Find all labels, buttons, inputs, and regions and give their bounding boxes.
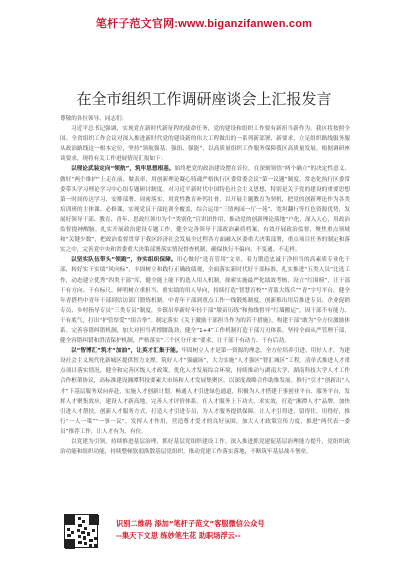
greeting: 尊敬的各位领导、同志们： — [60, 116, 128, 122]
section-3-heading: 以“智博汇”筑才“加油”，让英才汇集于能。 — [71, 348, 182, 355]
footer-banner — [58, 512, 358, 552]
section-1-paragraph — [60, 164, 350, 255]
section-1-heading: 以理论武装定向“领航”，筑牢思想根基。 — [71, 166, 175, 173]
qr-cell — [78, 541, 82, 544]
section-1-text: 始终把党的政治建设摆在首位，在深刻领悟“两个确立”的决定性意义、做好“两个维护”上走在前、做表率，用创新理论凝心铸魂严格执行区委常委会议“第一议题”制度，常态化执行区委常委带头学习理论学习中心组专题研讨制度。对习近平新时代中国特色社会主义思想，特别是关于党的建设的重要思想第一时间传达学习、安排部署、周密落实，用党性教育补钙壮骨，以开展主题教育为契机，把党的创新理论作为各类培训班的主体课、必修课，实现党员干部轮训全覆盖，综合运用“三情两园一厅一苑”、宽坦翻行等红色资源优势，发展好领导干部、教育、青年、思政红领巾为个“类别化”宣讲团作用，推动党的创新理论落地“户化，深入人心，用政治监督提神醒脑。扎实开展政治建设专题工作，健全完善领导干部政治素质档案，有效开展政治监督，聚焦重点领域和“关键少数”，把政治监督贯穿于我区经济社会发展全过程各方面融入区委重大决策部署，重点项目任务的制定和落实之中，完善党中央和省委重大决策部署落实情况督查机制，确保执行不偏向、不变通、不走样。 — [60, 166, 351, 254]
section-3-paragraph — [60, 346, 350, 437]
qr-cell — [89, 539, 93, 542]
qr-cell — [71, 531, 74, 534]
qr-cell — [84, 527, 87, 530]
section-3-text: 牢固树立人才是第一资源的理念，全方位培养引进、用好人才。为建设社会主义现代化新城区提供智力支撑。筑好人才“强磁场”，大力实施“人才强区”智汇城区”工程。清单式推进人才重点项目落实情况，健全和完善区级人才政策，优化人才发展综合环境，持续推动与湖南大学、湖南科技大学人才工作合作框架协议，高标准建设湘潭科技要素大市场和人才发展集聚区，以深度战略合作助推发展。推行“引才”创新出“人才”下基层服务双向奔赴，实施人才创新计划。畅通人才引进绿色通道，积极为人才搭建干事创业平台、服务平台，发挥人才聚集效应，建设人才新高地，完善人才评价体系。在人才服务上下功夫、求实效，打造“湘潭人才”品牌。加快引进人才帮扶，创新人才服务方式，打造人才引进专员，为人才服务提供保障。让人才引得进、留得住、用得好，推行“一人一策”“一事一议”，发挥人才作用，营造尊才爱才的良好氛围，加大人才政策宣传力度，推进“两代表一委员”推荐工作，让人才有为、有位。 — [60, 348, 350, 435]
qr-cell — [78, 535, 81, 538]
qr-cell — [87, 532, 90, 536]
footer-line-1: 识别二维码 添加“笔杆子范文”客服微信公众号 — [116, 519, 265, 528]
qr-cell — [89, 544, 92, 547]
qr-cell — [78, 517, 81, 520]
document-title: 在全市组织工作调研座谈会上汇报发言 — [76, 90, 332, 108]
qr-cell — [65, 539, 75, 549]
qr-cell — [94, 537, 97, 540]
qr-cell — [83, 536, 86, 540]
footer-text — [116, 518, 356, 542]
footer-line-2: --集天下文思 练妙笔生花 助职场浮云-- — [116, 531, 241, 540]
qr-cell — [94, 544, 97, 547]
intro-paragraph: 习近平总书记强调，实现党在新时代新征程的使命任务，党的建设和组织工作要有新担当新作为。我区将按照全国、全省组织工作会议对深入推进新时代党的建设新的伟大工程做出的一系列新部署、新要求，立足组织路线服务服从政治路线这一根本定位，坚持“领航强基、强组、强能”，以高质量组织工作服务保障我区高质量发展。根据调研座谈要求，现将有关工作进展情况汇报如下： — [60, 126, 350, 163]
qr-cell — [78, 524, 82, 527]
qr-cell — [77, 529, 80, 532]
qr-cell — [89, 515, 99, 525]
document-body — [60, 114, 350, 457]
qr-cell — [67, 534, 71, 537]
section-2-paragraph — [60, 255, 350, 346]
qr-cell — [65, 515, 75, 525]
qr-cell — [67, 528, 70, 531]
section-2-text: 用心做好“选育管用”文章，着力锻造忠诚干净担当的高素质专业化干部，转好实干实绩“风向标”，丰固树立和践行正确政绩观，全面落实新时代好干部标准，扎实推进“五类人员”比选工作，动态建立优秀“四类干部”库，健全能上能下的选人用人机制，探索实施最严化绩效考核，设立“红围榜”，让干部干有方向、干有标尺。鲜明树立重担当、重实绩的用人导向，持续打造“智慧育校”“青蓝大练兵”“青”字号平台，健全年青搭档中青年干部到信访部门锻炼机制。中青年干部到重点工作一线锻炼制度，创新推出用后推进专员、企业促销专员、乡村指导专员“三类专员”制度，乡镇吊举新好年轻干部“墩苗历练”和热线督导“红墙搬运”。因干部不有能力、干有底气，打出“护管厚爱”“组合拳”。制定落实《关于激励干部担当作为的若干措施》，构建干部“敢为”全方位激励体系。完善容错纠错机制，加大对担当者撑腰鼓劲；健全“1+4”工作机制打造干部刀刃体系，坚持全面从严管理干部，健全容错纠错和澄清保护机制，严格落实“三个区分开来”要求，让干部干有动力、干有后劲。 — [60, 257, 351, 345]
qr-code-icon[interactable] — [64, 514, 98, 548]
qr-cell — [82, 520, 85, 523]
qr-cell — [84, 542, 87, 545]
section-4-paragraph: 以党建为引领，持续推进基层治理，抓好基层党组织建设工作。深入推进抓党建促基层治理能力提升，党组织政治功能和组织功能，持续整顿软弱涣散基层党组织，推动党建工作落实落地，不断筑牢基层战斗堡垒。 — [60, 439, 350, 456]
qr-cell — [81, 531, 85, 534]
qr-cell — [92, 529, 95, 532]
site-header: 笔杆子范文官网:www.biganzifanwen.com — [95, 18, 313, 30]
section-2-heading: 以坚实队伍带头“领跑”，夯实组织保障。 — [71, 257, 177, 264]
